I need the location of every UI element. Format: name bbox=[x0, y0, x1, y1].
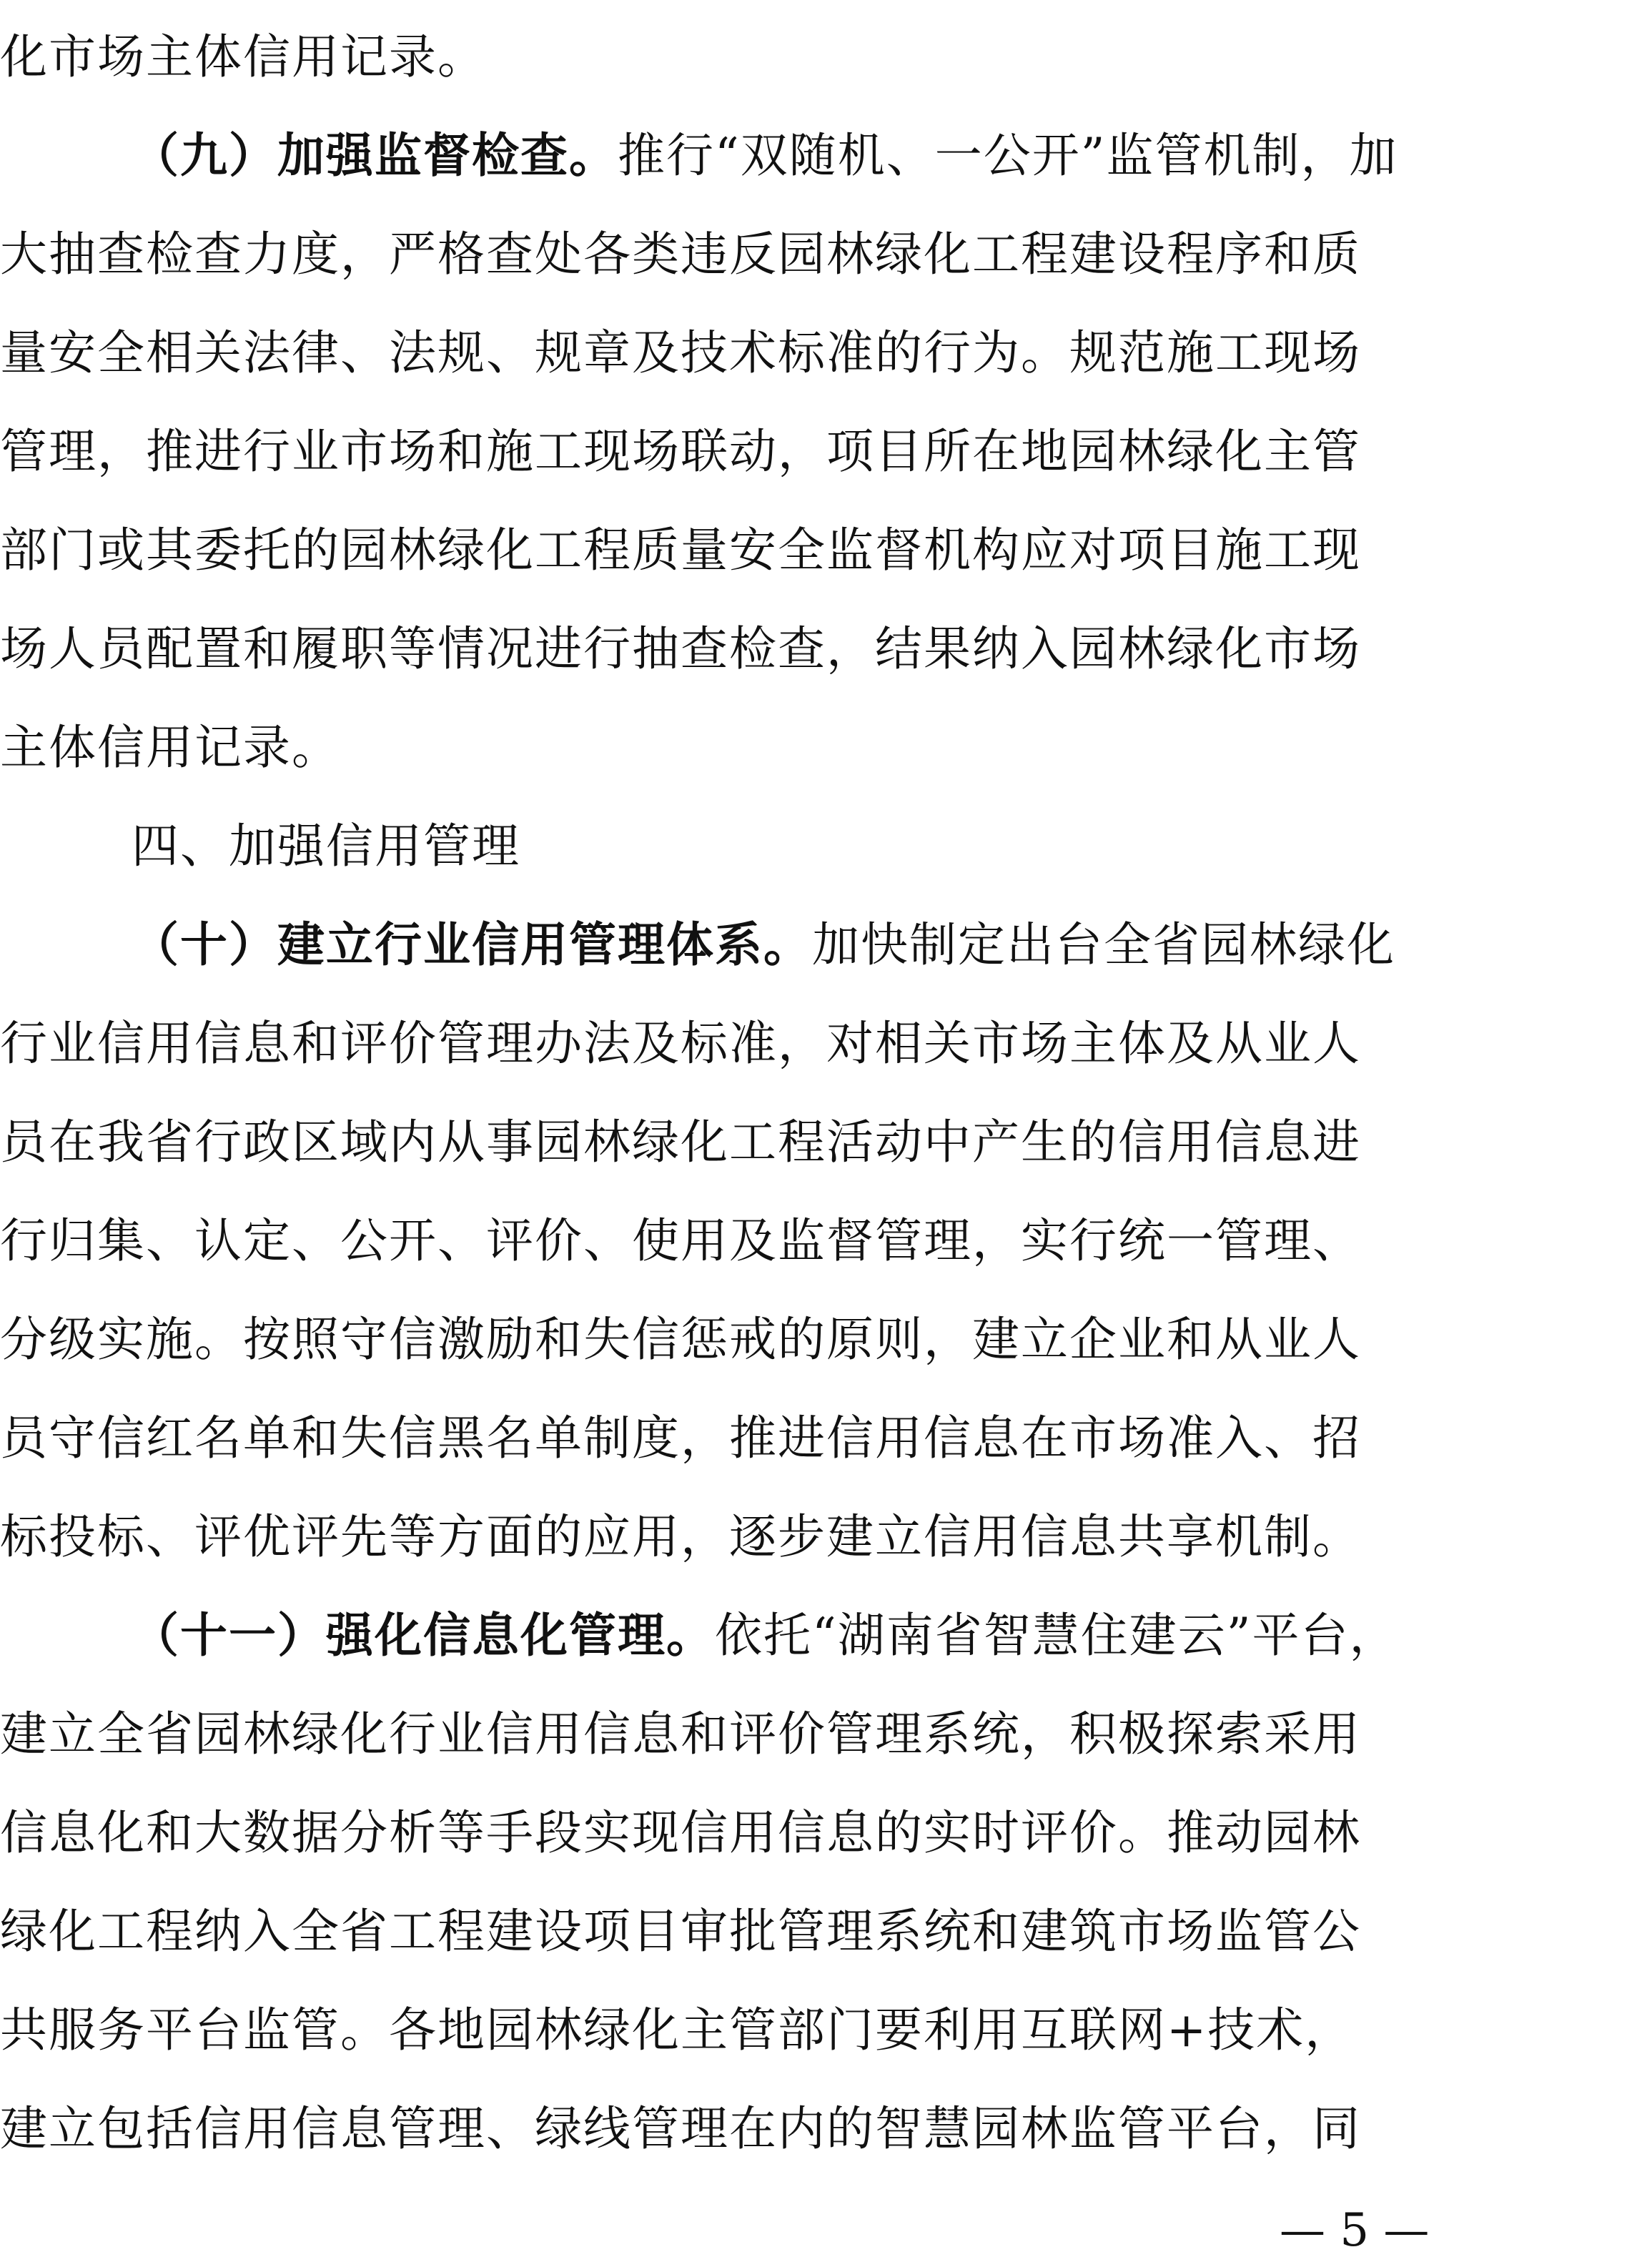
text-line: 共服务平台监管。各地园林绿化主管部门要利用互联网+技术， bbox=[0, 2002, 1354, 2058]
text-line: 行业信用信息和评价管理办法及标准，对相关市场主体及从业人 bbox=[0, 1016, 1361, 1071]
text-line: 分级实施。按照守信激励和失信惩戒的原则，建立企业和从业人 bbox=[0, 1312, 1361, 1367]
paragraph-10-text: 加快制定出台全省园林绿化 bbox=[812, 917, 1395, 972]
section-heading-4: 四、加强信用管理 bbox=[132, 819, 520, 874]
text-line: 员在我省行政区域内从事园林绿化工程活动中产生的信用信息进 bbox=[0, 1115, 1361, 1170]
paragraph-9-text: 推行“双随机、一公开”监管机制，加 bbox=[618, 128, 1398, 183]
paragraph-10-heading: （十）建立行业信用管理体系。 bbox=[132, 917, 812, 972]
text-line: 行归集、认定、公开、评价、使用及监督管理，实行统一管理、 bbox=[0, 1213, 1361, 1268]
text-line: 主体信用记录。 bbox=[0, 720, 340, 775]
text-line: 大抽查检查力度，严格查处各类违反园林绿化工程建设程序和质 bbox=[0, 227, 1361, 282]
text-line: 管理，推进行业市场和施工现场联动，项目所在地园林绿化主管 bbox=[0, 424, 1361, 479]
text-line: 场人员配置和履职等情况进行抽查检查，结果纳入园林绿化市场 bbox=[0, 621, 1361, 676]
text-line: 信息化和大数据分析等手段实现信用信息的实时评价。推动园林 bbox=[0, 1805, 1361, 1860]
text-line: 标投标、评优评先等方面的应用，逐步建立信用信息共享机制。 bbox=[0, 1509, 1361, 1564]
paragraph-9-heading: （九）加强监督检查。 bbox=[132, 128, 618, 183]
paragraph-9-first-line bbox=[132, 106, 1652, 206]
page-number: — 5 — bbox=[1280, 2204, 1430, 2257]
paragraph-11-heading: （十一）强化信息化管理。 bbox=[132, 1608, 715, 1663]
text-line: 建立全省园林绿化行业信用信息和评价管理系统，积极探索采用 bbox=[0, 1707, 1361, 1762]
paragraph-11-text: 依托“湖南省智慧住建云”平台， bbox=[715, 1608, 1398, 1663]
text-line: 员守信红名单和失信黑名单制度，推进信用信息在市场准入、招 bbox=[0, 1411, 1361, 1466]
text-line: 化市场主体信用记录。 bbox=[0, 29, 486, 84]
text-line: 绿化工程纳入全省工程建设项目审批管理系统和建筑市场监管公 bbox=[0, 1904, 1361, 1959]
text-line: 量安全相关法律、法规、规章及技术标准的行为。规范施工现场 bbox=[0, 325, 1361, 380]
paragraph-10-first-line bbox=[132, 895, 1652, 995]
text-line: 建立包括信用信息管理、绿线管理在内的智慧园林监管平台，同 bbox=[0, 2101, 1361, 2156]
text-line: 部门或其委托的园林绿化工程质量安全监督机构应对项目施工现 bbox=[0, 523, 1361, 578]
paragraph-11-first-line bbox=[132, 1586, 1652, 1686]
